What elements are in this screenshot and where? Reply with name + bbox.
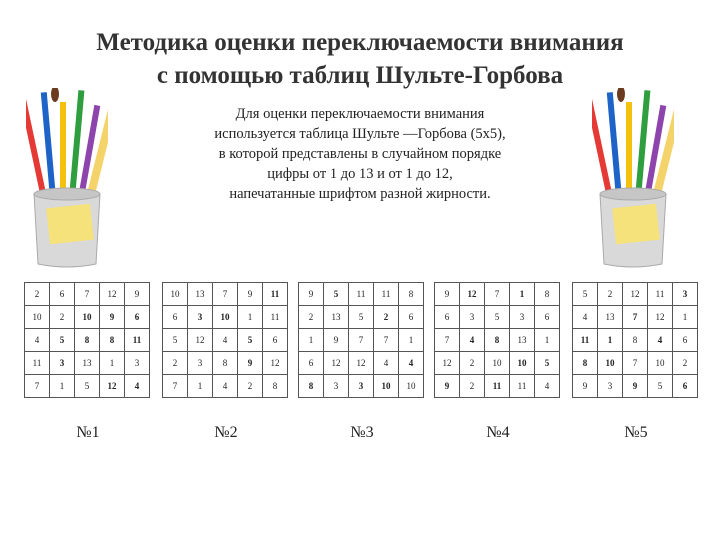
table-row (435, 329, 560, 352)
table-cell: 7 (374, 329, 399, 352)
table-cell: 3 (324, 375, 349, 398)
table-row (25, 352, 150, 375)
table-cell: 8 (75, 329, 100, 352)
table-cell: 7 (623, 306, 648, 329)
table-cell: 10 (374, 375, 399, 398)
table-cell: 13 (510, 329, 535, 352)
table-cell: 9 (623, 375, 648, 398)
table-cell: 5 (485, 306, 510, 329)
table-cell: 1 (399, 329, 424, 352)
table-cell: 9 (435, 283, 460, 306)
table-cell: 5 (50, 329, 75, 352)
table-row (163, 375, 288, 398)
table-cell: 4 (25, 329, 50, 352)
table-cell: 11 (510, 375, 535, 398)
table-label: №1 (76, 424, 100, 441)
intro-line: Для оценки переключаемости внимания (235, 106, 485, 122)
table-cell: 5 (324, 283, 349, 306)
pencil-cup-pencils (26, 88, 108, 200)
table-cell: 1 (100, 352, 125, 375)
table-cell: 10 (485, 352, 510, 375)
table-cell: 9 (573, 375, 598, 398)
table-cell: 5 (75, 375, 100, 398)
table-cell: 10 (75, 306, 100, 329)
table-cell: 13 (324, 306, 349, 329)
page-title-line: с помощью таблиц Шульте-Горбова (156, 62, 564, 89)
schulte-table-3 (298, 282, 424, 398)
table-row (299, 283, 424, 306)
pencil-cup-pencils (592, 88, 674, 200)
schulte-tables (24, 282, 700, 402)
table-cell: 8 (100, 329, 125, 352)
table-cell: 11 (25, 352, 50, 375)
table-label: №4 (486, 424, 510, 441)
table-cell: 2 (50, 306, 75, 329)
pencil-cup-icon (592, 88, 674, 268)
table-cell: 2 (163, 352, 188, 375)
table-row (573, 283, 698, 306)
table-cell: 2 (460, 352, 485, 375)
intro-line: в которой представлены в случайном порядке (218, 146, 502, 162)
table-cell: 8 (573, 352, 598, 375)
table-labels (24, 424, 700, 448)
table-cell: 10 (510, 352, 535, 375)
table-cell: 7 (163, 375, 188, 398)
table-cell: 9 (435, 375, 460, 398)
table-cell: 6 (125, 306, 150, 329)
table-cell: 4 (648, 329, 673, 352)
intro-line: цифры от 1 до 13 и от 1 до 12, (267, 166, 453, 182)
table-cell: 4 (535, 375, 560, 398)
table-cell: 13 (598, 306, 623, 329)
table-cell: 4 (125, 375, 150, 398)
table-cell: 6 (299, 352, 324, 375)
table-cell: 1 (50, 375, 75, 398)
intro-text (190, 104, 530, 204)
table-cell: 6 (163, 306, 188, 329)
table-label: №3 (350, 424, 374, 441)
table-row (25, 375, 150, 398)
table-label: №5 (624, 424, 648, 441)
table-row (435, 306, 560, 329)
table-cell: 4 (573, 306, 598, 329)
page-title (0, 26, 720, 92)
table-cell: 10 (25, 306, 50, 329)
table-cell: 1 (535, 329, 560, 352)
table-cell: 3 (188, 306, 213, 329)
table-cell: 10 (213, 306, 238, 329)
table-cell: 1 (188, 375, 213, 398)
table-cell: 5 (573, 283, 598, 306)
table-cell: 11 (263, 306, 288, 329)
table-cell: 4 (213, 375, 238, 398)
schulte-table-1 (24, 282, 150, 398)
table-cell: 6 (263, 329, 288, 352)
table-cell: 4 (213, 329, 238, 352)
table-cell: 11 (573, 329, 598, 352)
table-cell: 8 (299, 375, 324, 398)
table-cell: 1 (598, 329, 623, 352)
table-cell: 3 (50, 352, 75, 375)
table-cell: 13 (188, 283, 213, 306)
table-cell: 4 (399, 352, 424, 375)
table-cell: 3 (125, 352, 150, 375)
table-cell: 9 (299, 283, 324, 306)
table-cell: 11 (374, 283, 399, 306)
table-cell: 2 (598, 283, 623, 306)
table-cell: 6 (535, 306, 560, 329)
table-label: №2 (214, 424, 238, 441)
pencil-cup-icon (26, 88, 108, 268)
intro-line: напечатанные шрифтом разной жирности. (229, 186, 491, 202)
table-cell: 12 (435, 352, 460, 375)
table-cell: 8 (535, 283, 560, 306)
table-cell: 10 (598, 352, 623, 375)
table-cell: 13 (75, 352, 100, 375)
table-cell: 3 (673, 283, 698, 306)
table-cell: 12 (349, 352, 374, 375)
table-cell: 6 (50, 283, 75, 306)
table-cell: 11 (349, 283, 374, 306)
table-cell: 1 (299, 329, 324, 352)
table-cell: 2 (374, 306, 399, 329)
table-cell: 8 (623, 329, 648, 352)
table-cell: 3 (598, 375, 623, 398)
schulte-table-5 (572, 282, 698, 398)
table-row (163, 283, 288, 306)
table-cell: 7 (623, 352, 648, 375)
table-cell: 12 (623, 283, 648, 306)
table-cell: 2 (299, 306, 324, 329)
schulte-table-2 (162, 282, 288, 398)
table-row (299, 329, 424, 352)
table-cell: 2 (460, 375, 485, 398)
table-cell: 12 (100, 375, 125, 398)
table-row (163, 306, 288, 329)
table-cell: 6 (673, 329, 698, 352)
table-cell: 9 (125, 283, 150, 306)
table-row (573, 352, 698, 375)
page-title-line: Методика оценки переключаемости внимания (96, 29, 624, 56)
table-row (25, 306, 150, 329)
table-cell: 2 (25, 283, 50, 306)
table-cell: 11 (485, 375, 510, 398)
table-cell: 12 (100, 283, 125, 306)
table-cell: 7 (435, 329, 460, 352)
table-cell: 6 (435, 306, 460, 329)
table-cell: 5 (648, 375, 673, 398)
table-cell: 12 (324, 352, 349, 375)
table-cell: 8 (263, 375, 288, 398)
table-cell: 1 (238, 306, 263, 329)
table-cell: 12 (263, 352, 288, 375)
table-cell: 10 (648, 352, 673, 375)
table-cell: 3 (188, 352, 213, 375)
table-cell: 8 (213, 352, 238, 375)
table-cell: 11 (263, 283, 288, 306)
table-row (299, 306, 424, 329)
table-cell: 1 (510, 283, 535, 306)
table-cell: 8 (399, 283, 424, 306)
table-row (573, 306, 698, 329)
table-row (299, 352, 424, 375)
table-row (163, 329, 288, 352)
table-cell: 12 (460, 283, 485, 306)
table-row (435, 283, 560, 306)
table-row (435, 352, 560, 375)
table-cell: 12 (648, 306, 673, 329)
table-row (25, 329, 150, 352)
table-row (163, 352, 288, 375)
table-cell: 1 (673, 306, 698, 329)
table-row (573, 329, 698, 352)
table-cell: 10 (163, 283, 188, 306)
table-cell: 9 (324, 329, 349, 352)
schulte-table-4 (434, 282, 560, 398)
table-cell: 7 (213, 283, 238, 306)
table-cell: 6 (399, 306, 424, 329)
table-cell: 3 (510, 306, 535, 329)
table-cell: 2 (238, 375, 263, 398)
table-cell: 9 (238, 283, 263, 306)
table-cell: 7 (485, 283, 510, 306)
table-cell: 5 (238, 329, 263, 352)
table-row (25, 283, 150, 306)
table-cell: 3 (349, 375, 374, 398)
table-cell: 4 (374, 352, 399, 375)
table-cell: 7 (349, 329, 374, 352)
table-cell: 11 (125, 329, 150, 352)
table-cell: 4 (460, 329, 485, 352)
table-cell: 9 (100, 306, 125, 329)
table-row (435, 375, 560, 398)
table-cell: 2 (673, 352, 698, 375)
table-cell: 8 (485, 329, 510, 352)
table-row (299, 375, 424, 398)
intro-line: используется таблица Шульте —Горбова (5х5), (214, 126, 506, 142)
table-cell: 7 (25, 375, 50, 398)
table-row (573, 375, 698, 398)
table-cell: 3 (460, 306, 485, 329)
table-cell: 12 (188, 329, 213, 352)
table-cell: 9 (238, 352, 263, 375)
table-cell: 5 (535, 352, 560, 375)
table-cell: 10 (399, 375, 424, 398)
table-cell: 5 (349, 306, 374, 329)
table-cell: 6 (673, 375, 698, 398)
table-cell: 5 (163, 329, 188, 352)
table-cell: 7 (75, 283, 100, 306)
table-cell: 11 (648, 283, 673, 306)
